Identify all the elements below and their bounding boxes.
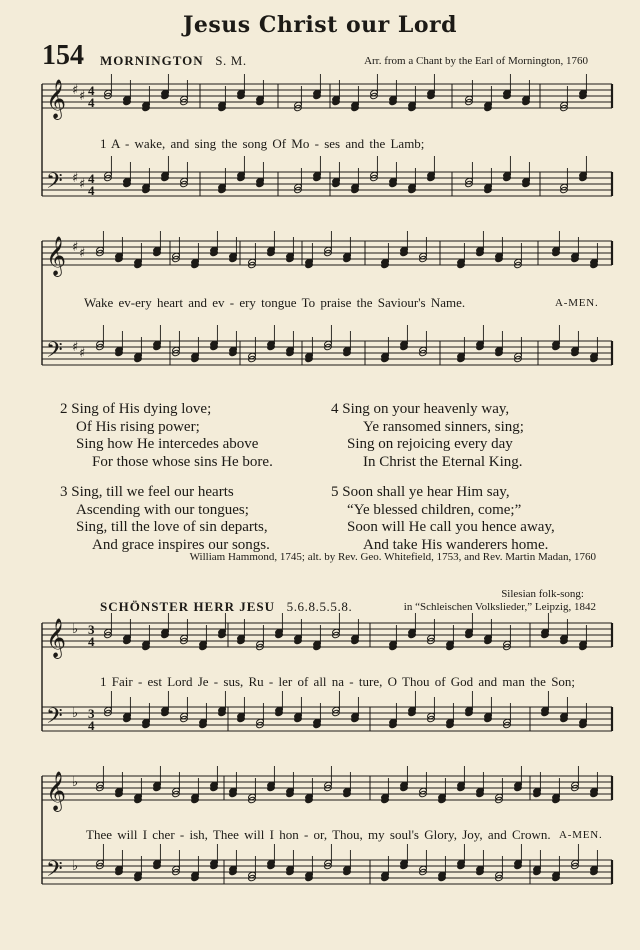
verse-line: Ye ransomed sinners, sing; <box>363 418 524 435</box>
treble-clef-icon: 𝄞 <box>46 79 67 119</box>
verse-line: And take His wanderers home. <box>363 536 549 553</box>
key-signature-icon: ♭ <box>72 775 79 790</box>
verse-line: For those whose sins He bore. <box>92 453 273 470</box>
source-line-2: in “Schleischen Volkslieder,” Leipzig, 1842 <box>403 601 596 613</box>
bass-clef-icon: 𝄢 <box>46 338 63 368</box>
verse-line: In Christ the Eternal King. <box>363 453 523 470</box>
hymn1-lyric-line2: Wake ev-ery heart and ev - ery tongue To praise the Saviour's Name. <box>84 295 466 310</box>
verse-line: Of His rising power; <box>76 418 200 435</box>
verse-3 <box>60 484 270 554</box>
verse-line: 2 Sing of His dying love; <box>60 401 212 417</box>
treble-clef-icon: 𝄞 <box>46 236 67 276</box>
time-signature: 4 <box>88 718 95 733</box>
verse-line: 3 Sing, till we feel our hearts <box>60 484 234 500</box>
time-signature: 4 <box>88 183 95 198</box>
composer-attribution: Arr. from a Chant by the Earl of Mornington, 1760 <box>364 55 588 67</box>
treble-clef-icon: 𝄞 <box>46 618 67 658</box>
source-line-1: Silesian folk-song: <box>501 588 584 600</box>
verse-line: Sing how He intercedes above <box>76 436 259 452</box>
time-signature: 4 <box>88 83 95 98</box>
tune2-name: SCHÖNSTER HERR JESU <box>100 599 276 614</box>
verse-line: Sing, till the love of sin departs, <box>76 519 268 535</box>
tune2-meter: 5.6.8.5.5.8. <box>286 599 353 614</box>
hymn2-lyric-line2: Thee will I cher - ish, Thee will I hon - or, Thou, my soul's Glory, Joy, and Crown. <box>86 827 551 842</box>
verse-line: “Ye blessed children, come;” <box>347 501 522 518</box>
verse-line: 4 Sing on your heavenly way, <box>331 401 510 417</box>
tune2-heading <box>100 599 352 615</box>
bass-clef-icon: 𝄢 <box>46 857 63 887</box>
key-signature-icon: ♯ <box>72 240 79 255</box>
time-signature: 4 <box>88 171 95 186</box>
key-signature-icon: ♯ <box>79 89 86 104</box>
key-signature-icon: ♯ <box>72 83 79 98</box>
tune-meter: S. M. <box>215 53 247 68</box>
tune-name: MORNINGTON <box>100 53 204 68</box>
time-signature: 4 <box>88 95 95 110</box>
verse-line: Ascending with our tongues; <box>76 501 249 518</box>
key-signature-icon: ♭ <box>72 622 79 637</box>
verse-2 <box>60 401 273 471</box>
treble-clef-icon: 𝄞 <box>46 771 67 811</box>
verse-4 <box>331 401 524 471</box>
verse-line: Sing on rejoicing every day <box>347 436 513 452</box>
bass-clef-icon: 𝄢 <box>46 704 63 734</box>
hymn1-amen: A-MEN. <box>555 297 599 309</box>
key-signature-icon: ♯ <box>79 246 86 261</box>
time-signature: 3 <box>88 706 95 721</box>
verse-line: 5 Soon shall ye hear Him say, <box>331 484 510 500</box>
text-credit: William Hammond, 1745; alt. by Rev. Geo. Whitefield, 1753, and Rev. Martin Madan, 1760 <box>189 551 596 563</box>
time-signature: 3 <box>88 622 95 637</box>
hymn1-lyric-line1: 1 A - wake, and sing the song Of Mo - ses and the Lamb; <box>100 136 425 151</box>
key-signature-icon: ♭ <box>72 706 79 721</box>
bass-clef-icon: 𝄢 <box>46 169 63 199</box>
verse-5 <box>331 484 555 554</box>
page-title: Jesus Christ our Lord <box>182 12 458 38</box>
verse-line: And grace inspires our songs. <box>92 536 270 553</box>
key-signature-icon: ♯ <box>79 177 86 192</box>
key-signature-icon: ♭ <box>72 859 79 874</box>
hymn2-lyric-line1: 1 Fair - est Lord Je - sus, Ru - ler of all na - ture, O Thou of God and man the Son; <box>100 674 576 689</box>
verse-line: Soon will He call you hence away, <box>347 519 555 535</box>
hymn2-amen: A-MEN. <box>559 829 603 841</box>
hymn-number: 154 <box>42 40 84 71</box>
key-signature-icon: ♯ <box>72 340 79 355</box>
key-signature-icon: ♯ <box>72 171 79 186</box>
key-signature-icon: ♯ <box>79 346 86 361</box>
time-signature: 4 <box>88 634 95 649</box>
